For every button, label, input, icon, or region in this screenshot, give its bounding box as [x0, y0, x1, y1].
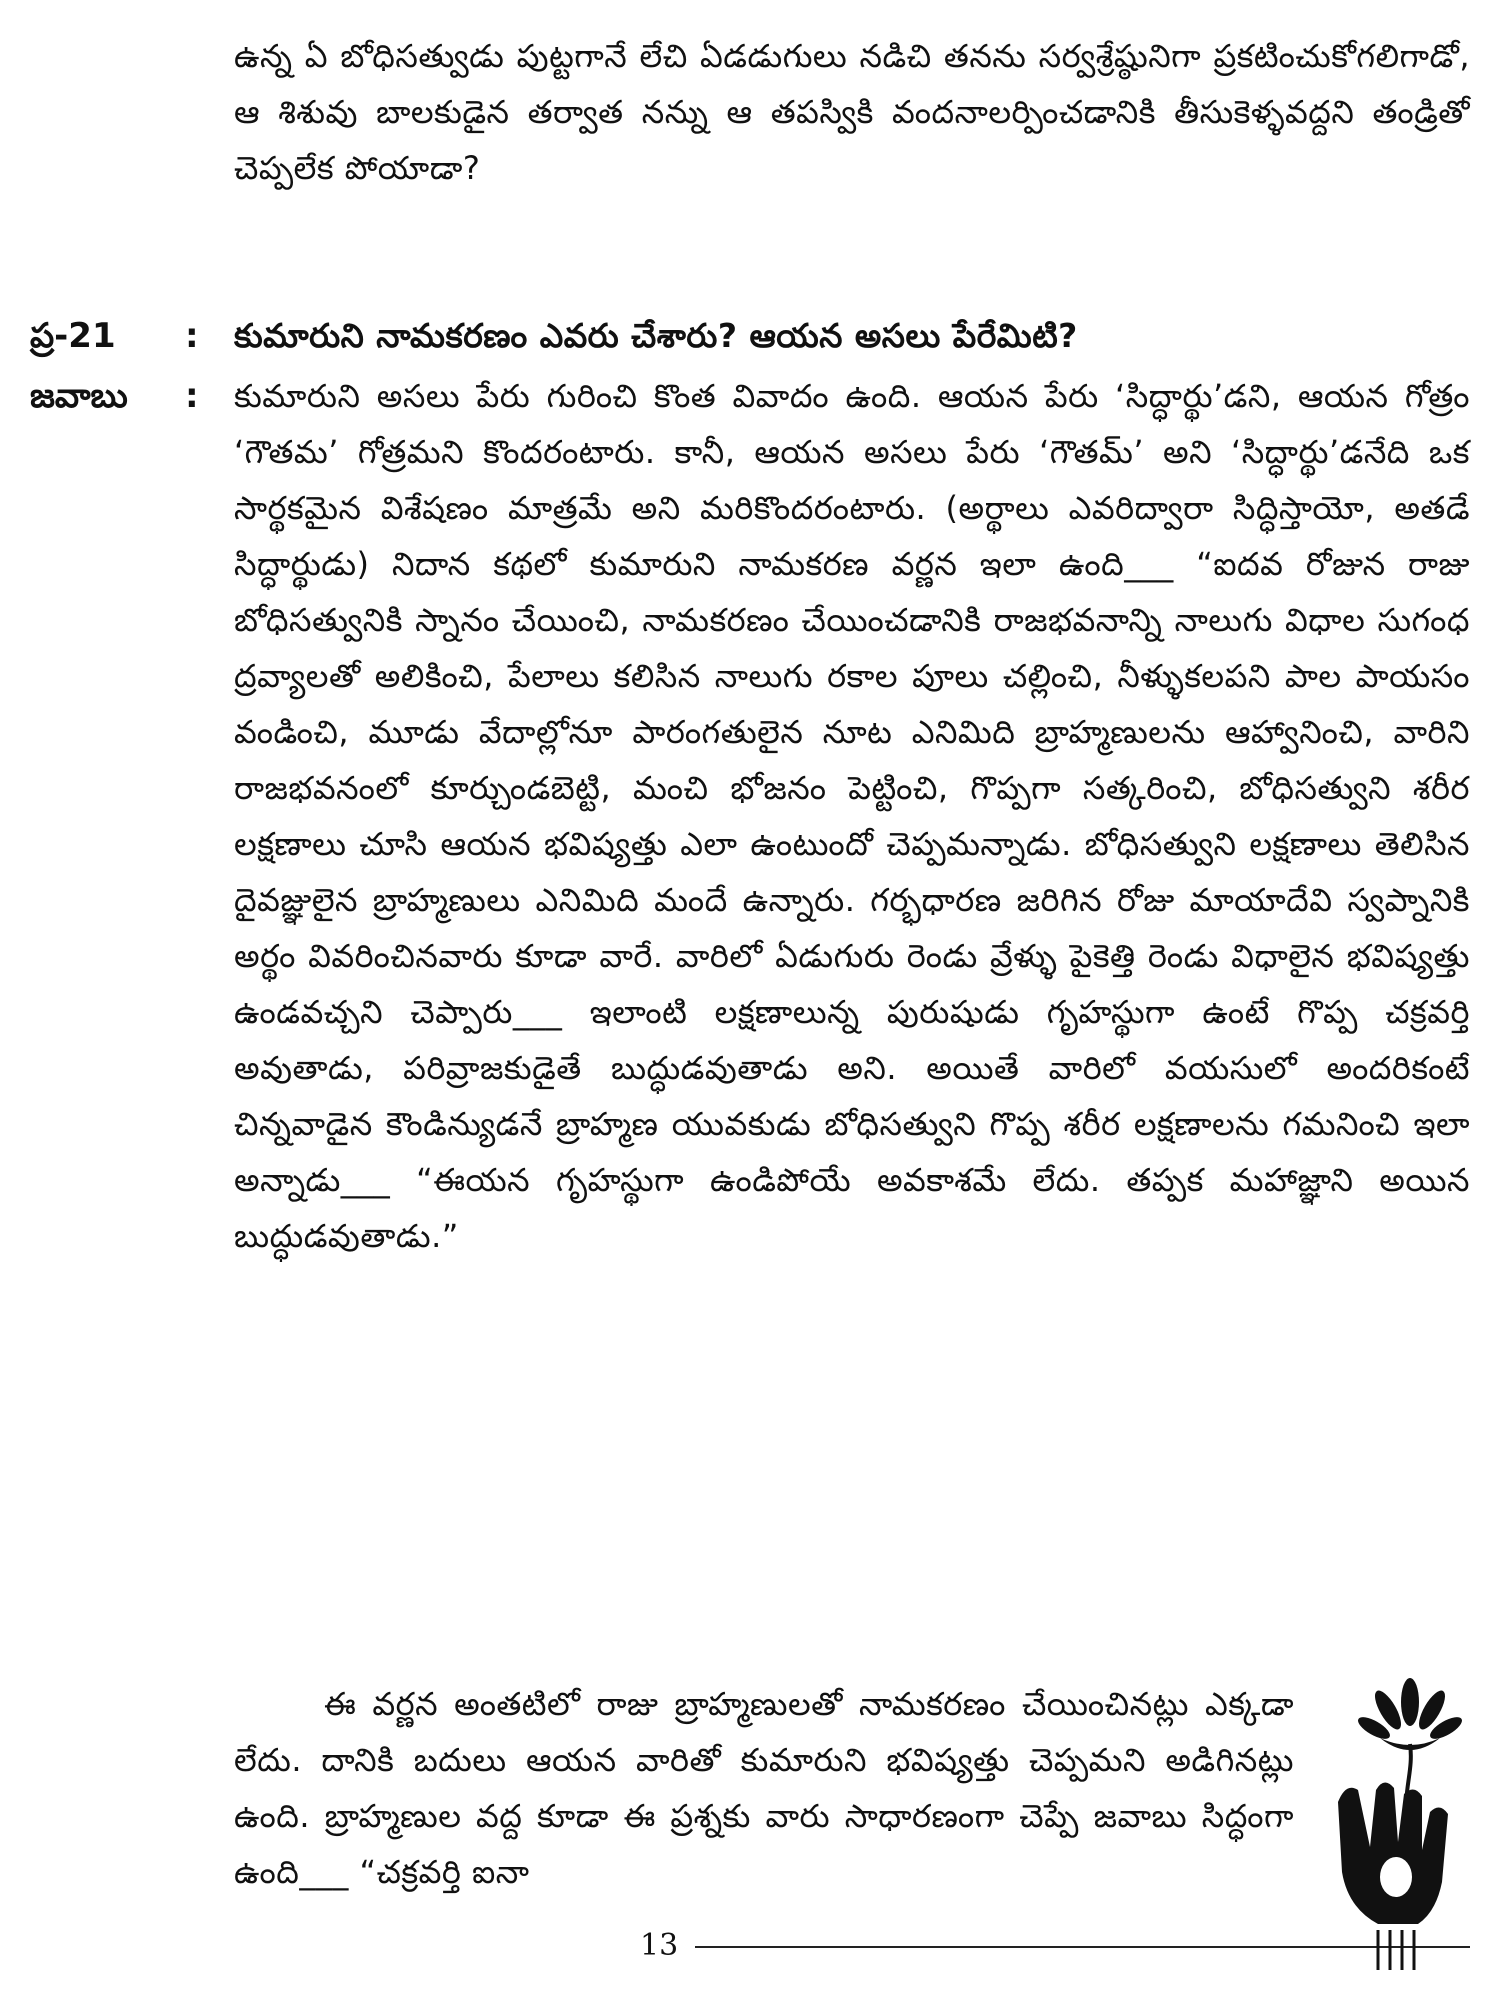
question-colon: : [185, 316, 199, 356]
hand-holding-lotus-icon [1318, 1672, 1478, 1972]
answer-colon: : [185, 376, 199, 416]
question-text: కుమారుని నామకరణం ఎవరు చేశారు? ఆయన అసలు పేరేమిటి? [234, 316, 1078, 355]
page-number: 13 [640, 1928, 679, 1963]
answer-label: జవాబు [30, 376, 128, 416]
intro-paragraph: ఉన్న ఏ బోధిసత్వుడు పుట్టగానే లేచి ఏడడుగులు నడిచి తనను సర్వశ్రేష్ఠునిగా ప్రకటించుకోగలిగాడో, ఆ శిశువు బాలకుడైన తర్వాత నన్ను ఆ తపస్వికి వందనాలర్పించడానికి తీసుకెళ్ళవద్దని తండ్రితో చెప్పలేక పోయాడా? [234, 37, 1470, 187]
closing-paragraph: ఈ వర్ణన అంతటిలో రాజు బ్రాహ్మణులతో నామకరణం చేయించినట్లు ఎక్కడా లేదు. దానికి బదులు ఆయన వారితో కుమారుని భవిష్యత్తు చెప్పమని అడిగినట్లు ఉంది. బ్రాహ్మణుల వద్ద కూడా ఈ ప్రశ్నకు వారు సాధారణంగా చెప్పే జవాబు సిద్ధంగా ఉంది___ “చక్రవర్తి ఐనా [234, 1685, 1294, 1891]
question-label: ప్ర-21 [30, 316, 116, 356]
answer-text: కుమారుని అసలు పేరు గురించి కొంత వివాదం ఉంది. ఆయన పేరు ‘సిద్ధార్థు’డని, ఆయన గోత్రం ‘గౌతమ’ గోత్రమని కొందరంటారు. కానీ, ఆయన అసలు పేరు ‘గౌతమ్’ అని ‘సిద్ధార్థు’డనేది ఒక సార్థకమైన విశేషణం మాత్రమే అని మరికొందరంటారు. (అర్థాలు ఎవరిద్వారా సిద్ధిస్తాయో, అతడే సిద్ధార్థుడు) నిదాన కథలో కుమారుని నామకరణ వర్ణన ఇలా ఉంది___ “ఐదవ రోజున రాజు బోధిసత్వునికి స్నానం చేయించి, నామకరణం చేయించడానికి రాజభవనాన్ని నాలుగు విధాల సుగంధ ద్రవ్యాలతో అలికించి, పేలాలు కలిసిన నాలుగు రకాల పూలు చల్లించి, నీళ్ళుకలపని పాల పాయసం వండించి, మూడు వేదాల్లోనూ పారంగతులైన నూట ఎనిమిది బ్రాహ్మణులను ఆహ్వానించి, వారిని రాజభవనంలో కూర్చుండబెట్టి, మంచి భోజనం పెట్టించి, గొప్పగా సత్కరించి, బోధిసత్వుని శరీర లక్షణాలు చూసి ఆయన భవిష్యత్తు ఎలా ఉంటుందో చెప్పమన్నాడు. బోధిసత్వుని లక్షణాలు తెలిసిన దైవజ్ఞులైన బ్రాహ్మణులు ఎనిమిది మందే ఉన్నారు. గర్భధారణ జరిగిన రోజు మాయాదేవి స్వప్నానికి అర్థం వివరించినవారు కూడా వారే. వారిలో ఏడుగురు రెండు వ్రేళ్ళు పైకెత్తి రెండు విధాలైన భవిష్యత్తు ఉండవచ్చని చెప్పారు___ ఇలాంటి లక్షణాలున్న పురుషుడు గృహస్థుగా ఉంటే గొప్ప చక్రవర్తి అవుతాడు, పరివ్రాజకుడైతే బుద్ధుడవుతాడు అని. అయితే వారిలో వయసులో అందరికంటే చిన్నవాడైన కౌండిన్యుడనే బ్రాహ్మణ యువకుడు బోధిసత్వుని గొప్ప శరీర లక్షణాలను గమనించి ఇలా అన్నాడు___ “ఈయన గృహస్థుగా ఉండిపోయే అవకాశమే లేదు. తప్పక మహాజ్ఞాని అయిన బుద్ధుడవుతాడు.” [234, 377, 1470, 1255]
